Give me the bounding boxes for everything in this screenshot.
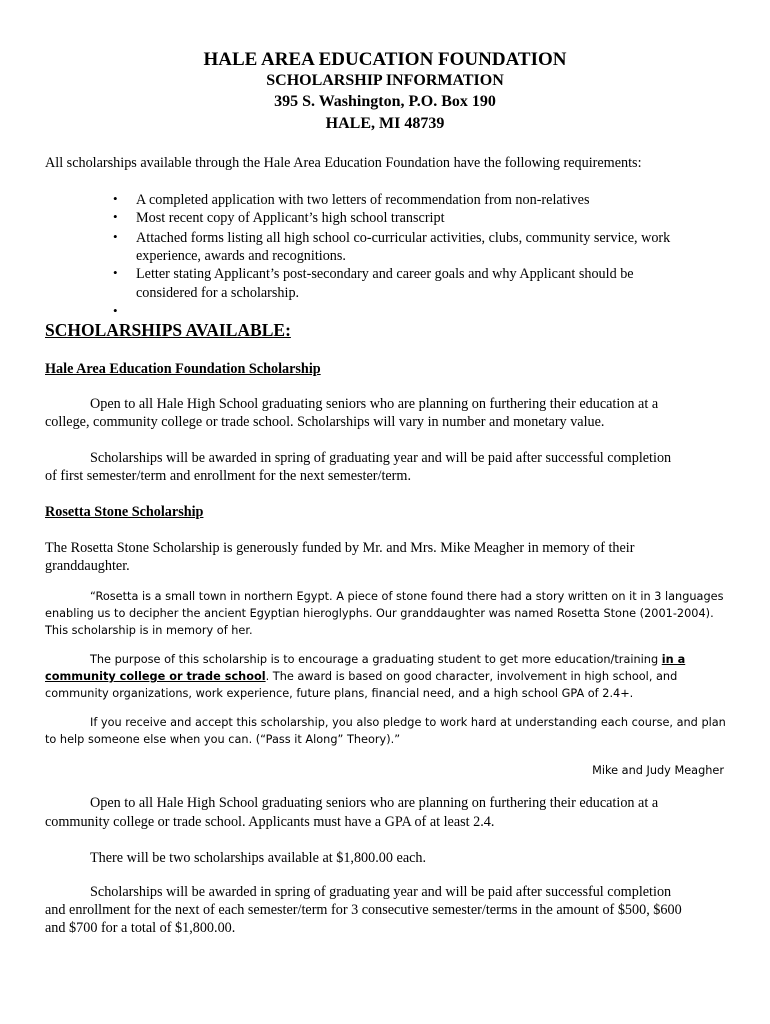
quote-line: to help someone else when you can. (“Pass it Along” Theory).” <box>45 733 401 746</box>
hale-scholarship-heading: Hale Area Education Foundation Scholarship <box>45 361 321 377</box>
list-item: A completed application with two letters of recommendation from non-relatives <box>136 192 590 208</box>
quote-line: enabling us to decipher the ancient Egyptian hieroglyphs. Our granddaughter was named Rosetta Stone (2001-2004). <box>45 607 714 620</box>
bullet-icon: • <box>113 191 118 206</box>
paragraph-line: granddaughter. <box>45 558 130 574</box>
bullet-icon: • <box>113 209 118 224</box>
paragraph-line: Scholarships will be awarded in spring of graduating year and will be paid after successful completion <box>90 884 672 900</box>
quote-line: If you receive and accept this scholarship, you also pledge to work hard at understanding each course, and plan <box>90 716 726 729</box>
bullet-icon: • <box>113 229 118 244</box>
quote-line: This scholarship is in memory of her. <box>45 624 253 637</box>
list-item-continuation: considered for a scholarship. <box>136 285 300 301</box>
quote-line: community organizations, work experience, future plans, financial need, and a high school GPA of 2.4+. <box>45 687 634 700</box>
quote-text: The purpose of this scholarship is to encourage a graduating student to get more education/training <box>90 653 662 666</box>
emphasis-text: community college or trade school <box>45 670 266 683</box>
document-title: HALE AREA EDUCATION FOUNDATION <box>203 49 567 70</box>
paragraph-line: and $700 for a total of $1,800.00. <box>45 920 236 936</box>
paragraph-line: Open to all Hale High School graduating seniors who are planning on furthering their education at a <box>90 396 659 412</box>
paragraph-line: Open to all Hale High School graduating seniors who are planning on furthering their education at a <box>90 795 659 811</box>
quote-line: “Rosetta is a small town in northern Egypt. A piece of stone found there had a story written on it in 3 languages <box>90 590 724 603</box>
bullet-icon: • <box>113 303 118 318</box>
address-line: 395 S. Washington, P.O. Box 190 <box>274 93 496 110</box>
paragraph-line: college, community college or trade school. Scholarships will vary in number and monetary value. <box>45 414 605 430</box>
list-item: Attached forms listing all high school co-curricular activities, clubs, community service, work <box>136 230 671 246</box>
paragraph-line: Scholarships will be awarded in spring of graduating year and will be paid after successful completion <box>90 450 672 466</box>
intro-text: All scholarships available through the Hale Area Education Foundation have the following requirements: <box>45 155 642 171</box>
rosetta-scholarship-heading: Rosetta Stone Scholarship <box>45 504 204 520</box>
quote-text: . The award is based on good character, involvement in high school, and <box>265 670 678 683</box>
quote-line <box>45 668 677 685</box>
signature: Mike and Judy Meagher <box>592 764 724 777</box>
paragraph-line: and enrollment for the next of each semester/term for 3 consecutive semester/terms in the amount of $500, $600 <box>45 902 682 918</box>
paragraph-line: of first semester/term and enrollment for the next semester/term. <box>45 468 411 484</box>
list-item: Most recent copy of Applicant’s high school transcript <box>136 210 445 226</box>
section-heading: SCHOLARSHIPS AVAILABLE: <box>45 320 291 340</box>
list-item-continuation: experience, awards and recognitions. <box>136 248 346 264</box>
list-item: Letter stating Applicant’s post-secondary and career goals and why Applicant should be <box>136 266 634 282</box>
paragraph-line: There will be two scholarships available at $1,800.00 each. <box>90 850 427 866</box>
document-subtitle: SCHOLARSHIP INFORMATION <box>266 72 504 89</box>
city-line: HALE, MI 48739 <box>325 115 445 132</box>
paragraph-line: The Rosetta Stone Scholarship is generously funded by Mr. and Mrs. Mike Meagher in memory of their <box>45 540 635 556</box>
paragraph-line: community college or trade school. Applicants must have a GPA of at least 2.4. <box>45 814 495 830</box>
quote-line <box>90 651 685 668</box>
bullet-icon: • <box>113 265 118 280</box>
emphasis-text: in a <box>661 653 686 666</box>
